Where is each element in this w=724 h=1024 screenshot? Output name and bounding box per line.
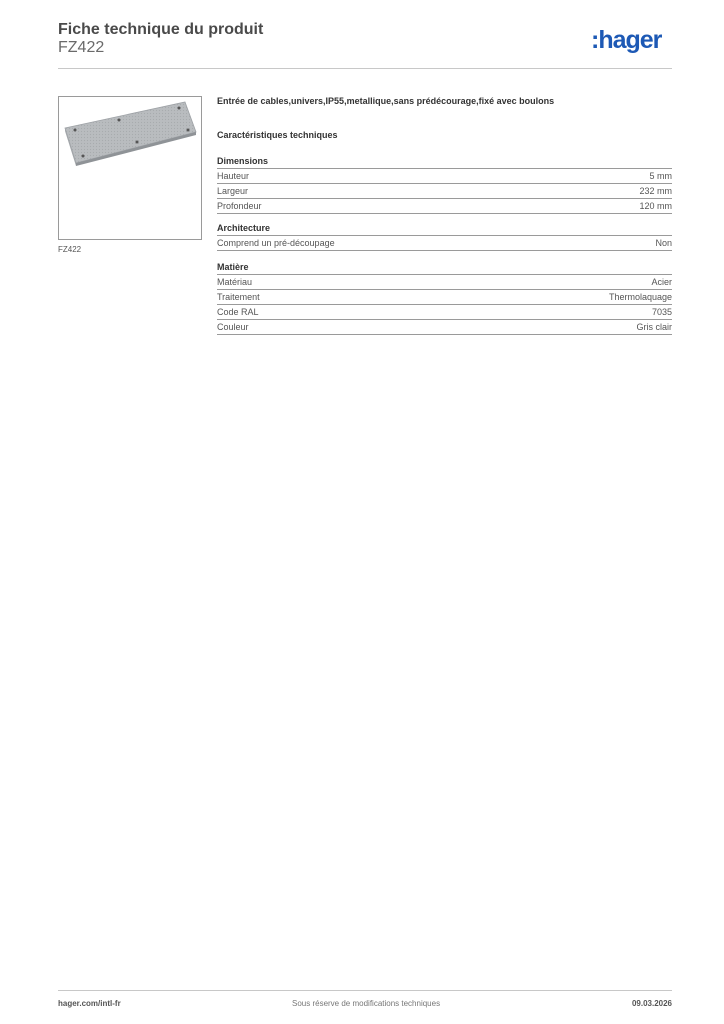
group-end-divider — [217, 250, 672, 251]
spec-row — [217, 304, 672, 320]
spec-label: Couleur — [217, 322, 249, 332]
page-title: Fiche technique du produit — [58, 21, 264, 38]
product-image-caption: FZ422 — [58, 245, 82, 254]
group-end-divider — [217, 334, 672, 335]
spec-label: Profondeur — [217, 201, 262, 211]
group-end-divider — [217, 213, 672, 214]
spec-value: Thermolaquage — [608, 292, 672, 302]
spec-row — [217, 168, 672, 184]
spec-row — [217, 235, 672, 251]
panel-plate-icon — [59, 97, 201, 239]
group-title-dimensions: Dimensions — [217, 156, 269, 166]
spec-row — [217, 289, 672, 305]
spec-value: 120 mm — [639, 201, 672, 211]
spec-label: Matériau — [217, 277, 253, 287]
spec-row — [217, 274, 672, 290]
spec-value: 7035 — [651, 307, 672, 317]
spec-label: Traitement — [217, 292, 260, 302]
spec-label: Code RAL — [217, 307, 259, 317]
spec-row — [217, 183, 672, 199]
footer-date: 09.03.2026 — [631, 999, 672, 1008]
spec-row — [217, 198, 672, 214]
spec-label: Hauteur — [217, 171, 250, 181]
footer-website-link[interactable]: hager.com/intl-fr — [58, 999, 121, 1008]
header-divider — [58, 68, 672, 69]
section-title: Caractéristiques techniques — [217, 130, 338, 140]
spec-row — [217, 319, 672, 335]
spec-value: Non — [655, 238, 672, 248]
group-title-matiere: Matière — [217, 262, 249, 272]
spec-value: Gris clair — [636, 322, 672, 332]
product-description: Entrée de cables,univers,IP55,metallique,sans prédécourage,fixé avec boulons — [217, 96, 555, 106]
footer-divider — [58, 990, 672, 991]
footer-notice: Sous réserve de modifications techniques — [292, 999, 441, 1008]
spec-value: 5 mm — [649, 171, 672, 181]
spec-value: Acier — [651, 277, 672, 287]
product-image — [58, 96, 202, 240]
spec-label: Comprend un pré-découpage — [217, 238, 335, 248]
spec-value: 232 mm — [639, 186, 672, 196]
group-title-architecture: Architecture — [217, 223, 271, 233]
spec-label: Largeur — [217, 186, 249, 196]
product-code: FZ422 — [58, 39, 105, 56]
hager-logo: :hager — [591, 26, 662, 54]
